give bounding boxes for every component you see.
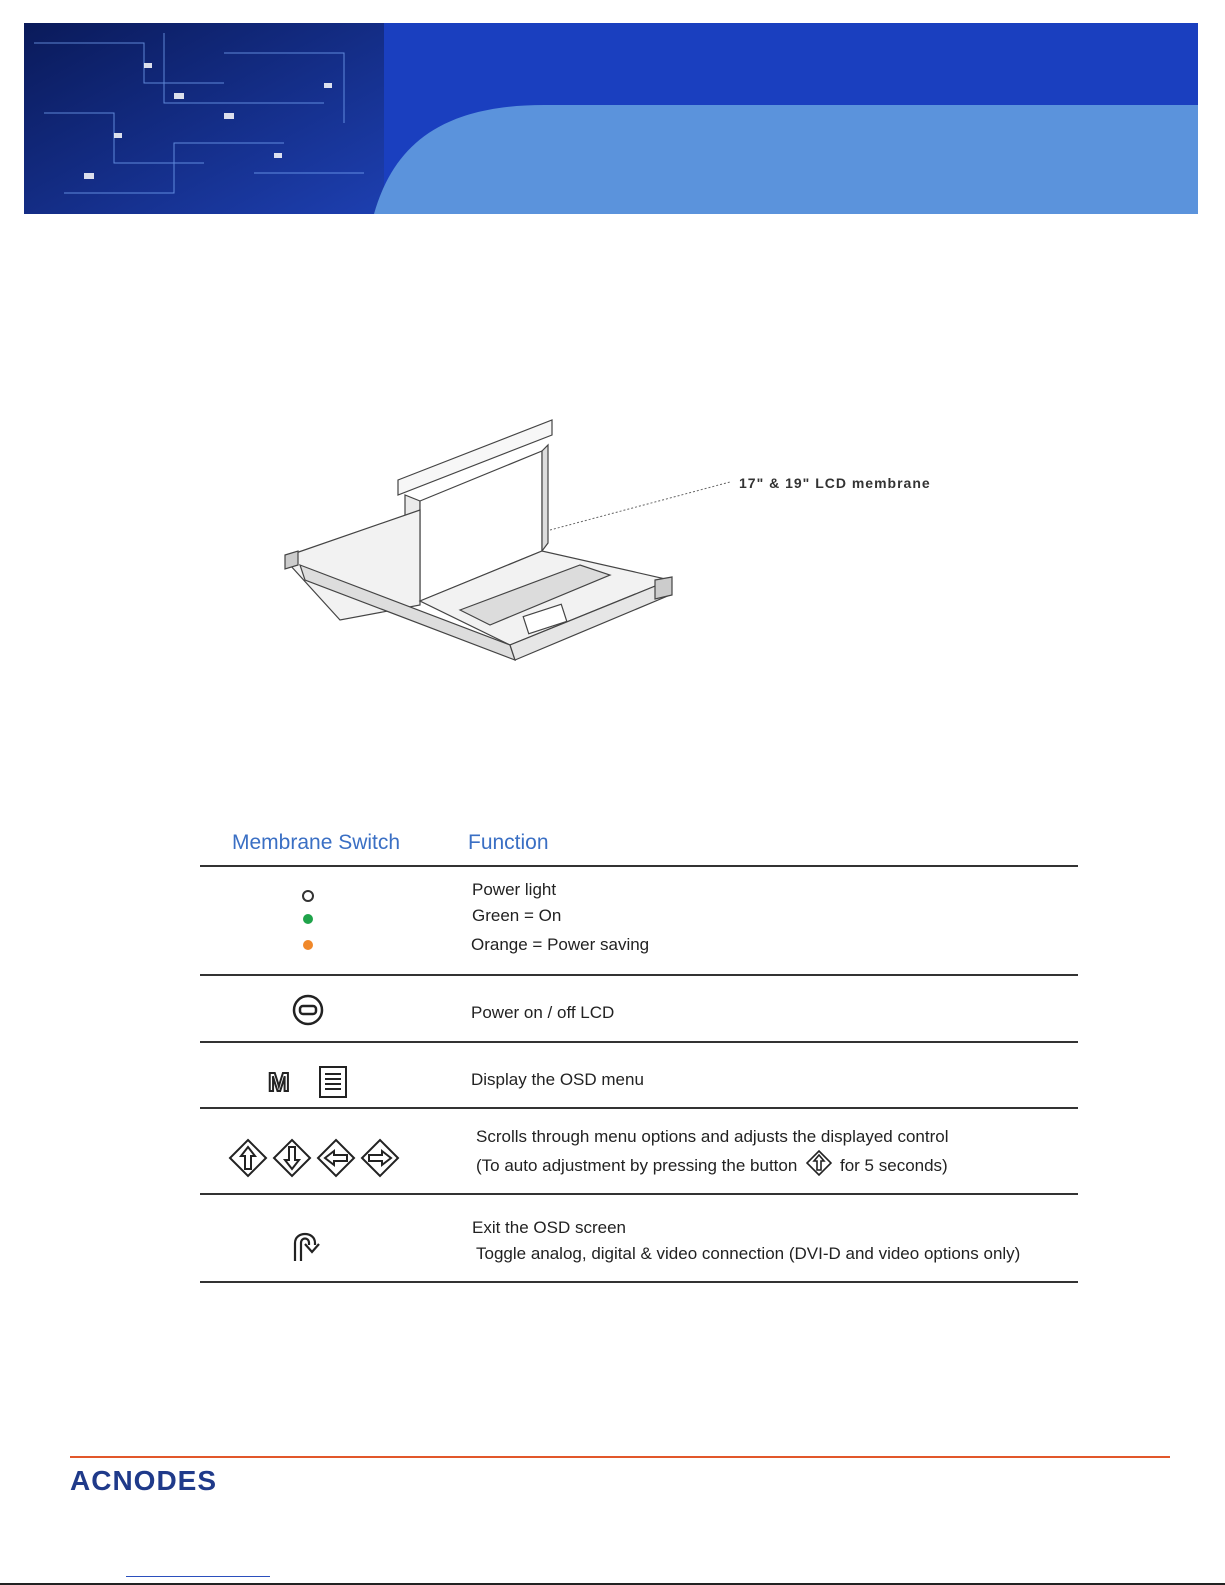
figure-callout-label: 17" & 19" LCD membrane — [739, 475, 931, 491]
left-arrow-icon — [318, 1140, 354, 1176]
up-arrow-inline-icon — [806, 1150, 832, 1176]
column-header-membrane-switch: Membrane Switch — [232, 831, 401, 854]
menu-button-icons — [268, 1065, 358, 1099]
row4-line3: for 5 seconds) — [840, 1156, 948, 1175]
acnodes-logo — [70, 1462, 270, 1494]
right-arrow-icon — [362, 1140, 398, 1176]
header-banner — [24, 23, 1198, 214]
row1-line3: Orange = Power saving — [471, 935, 650, 954]
exit-return-icon — [291, 1229, 323, 1263]
row5-line1: Exit the OSD screen — [472, 1218, 627, 1237]
table-row-rule — [200, 1193, 1078, 1195]
table-row-rule — [200, 1107, 1078, 1109]
power-light-orange-icon — [303, 940, 313, 950]
footer-link-underline — [126, 1576, 270, 1577]
table-row-rule — [200, 974, 1078, 976]
arrow-buttons-icons — [228, 1138, 400, 1178]
power-button-icon — [291, 993, 325, 1027]
power-light-icons — [300, 888, 316, 950]
menu-list-icon — [320, 1067, 346, 1097]
table-header-rule — [200, 865, 1078, 867]
table-bottom-rule — [200, 1281, 1078, 1283]
row3-line1: Display the OSD menu — [471, 1070, 644, 1089]
row5-line2: Toggle analog, digital & video connection (DVI-D and video options only) — [476, 1244, 1021, 1263]
up-arrow-icon — [230, 1140, 266, 1176]
column-header-function: Function — [468, 831, 549, 854]
down-arrow-icon — [274, 1140, 310, 1176]
svg-text:ACNODES: ACNODES — [70, 1465, 218, 1494]
table-row-rule — [200, 1041, 1078, 1043]
row1-line2: Green = On — [472, 906, 562, 925]
kvm-console-illustration — [280, 415, 1000, 695]
row4-line1: Scrolls through menu options and adjusts the displayed control — [476, 1127, 949, 1146]
power-light-green-icon — [303, 914, 313, 924]
row2-line1: Power on / off LCD — [471, 1003, 615, 1022]
power-light-off-icon — [303, 891, 313, 901]
footer-rule — [70, 1456, 1170, 1458]
menu-m-icon: M — [268, 1067, 290, 1097]
row1-line1: Power light — [472, 880, 557, 899]
row4-line2: (To auto adjustment by pressing the button — [476, 1156, 798, 1175]
